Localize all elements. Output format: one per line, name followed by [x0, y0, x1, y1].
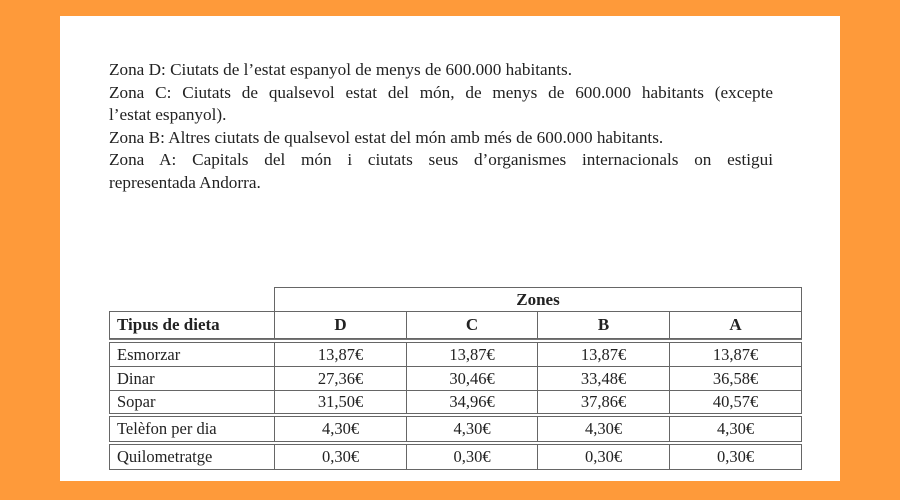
rate-cell-d: 4,30€ — [274, 416, 407, 442]
rate-cell-b: 33,48€ — [537, 366, 670, 391]
rate-cell-b: 13,87€ — [537, 342, 670, 367]
rate-cell-d: 31,50€ — [274, 390, 407, 414]
rate-cell-a: 40,57€ — [669, 390, 802, 414]
row-label: Esmorzar — [109, 342, 275, 367]
zona-c-text-line2: l’estat espanyol). — [109, 105, 227, 124]
rate-cell-a: 0,30€ — [669, 444, 802, 470]
zona-a-text-line2: representada Andorra. — [109, 172, 261, 192]
rate-cell-a: 36,58€ — [669, 366, 802, 391]
rate-cell-c: 30,46€ — [406, 366, 538, 391]
zona-a-text-line1: Zona A: Capitals del món i ciutats seus d’organismes internacionals on estigui — [109, 150, 773, 169]
rate-cell-c: 13,87€ — [406, 342, 538, 367]
rate-cell-c: 4,30€ — [406, 416, 538, 442]
row-label: Quilometratge — [109, 444, 275, 470]
rate-cell-d: 0,30€ — [274, 444, 407, 470]
row-label: Dinar — [109, 366, 275, 391]
zona-c-text-line1: Zona C: Ciutats de qualsevol estat del món, de menys de 600.000 habitants (excepte — [109, 82, 773, 102]
column-header-d: D — [274, 311, 407, 339]
column-header-b: B — [537, 311, 670, 339]
column-header-c: C — [406, 311, 538, 339]
zones-group-header: Zones — [274, 287, 802, 312]
rate-cell-b: 4,30€ — [537, 416, 670, 442]
row-label: Telèfon per dia — [109, 416, 275, 442]
rate-cell-d: 27,36€ — [274, 366, 407, 391]
rate-cell-c: 34,96€ — [406, 390, 538, 414]
rate-cell-b: 37,86€ — [537, 390, 670, 414]
rate-cell-a: 13,87€ — [669, 342, 802, 367]
document-page — [60, 16, 840, 481]
rate-cell-d: 13,87€ — [274, 342, 407, 367]
zona-b-text: Zona B: Altres ciutats de qualsevol estat del món amb més de 600.000 habitants. — [109, 127, 664, 147]
column-header-a: A — [669, 311, 802, 339]
row-label: Sopar — [109, 390, 275, 414]
zona-d-text: Zona D: Ciutats de l’estat espanyol de menys de 600.000 habitants. — [109, 60, 573, 79]
rate-cell-b: 0,30€ — [537, 444, 670, 470]
rate-cell-a: 4,30€ — [669, 416, 802, 442]
zones-description — [109, 59, 773, 194]
rate-cell-c: 0,30€ — [406, 444, 538, 470]
tipus-de-dieta-header: Tipus de dieta — [109, 311, 275, 339]
